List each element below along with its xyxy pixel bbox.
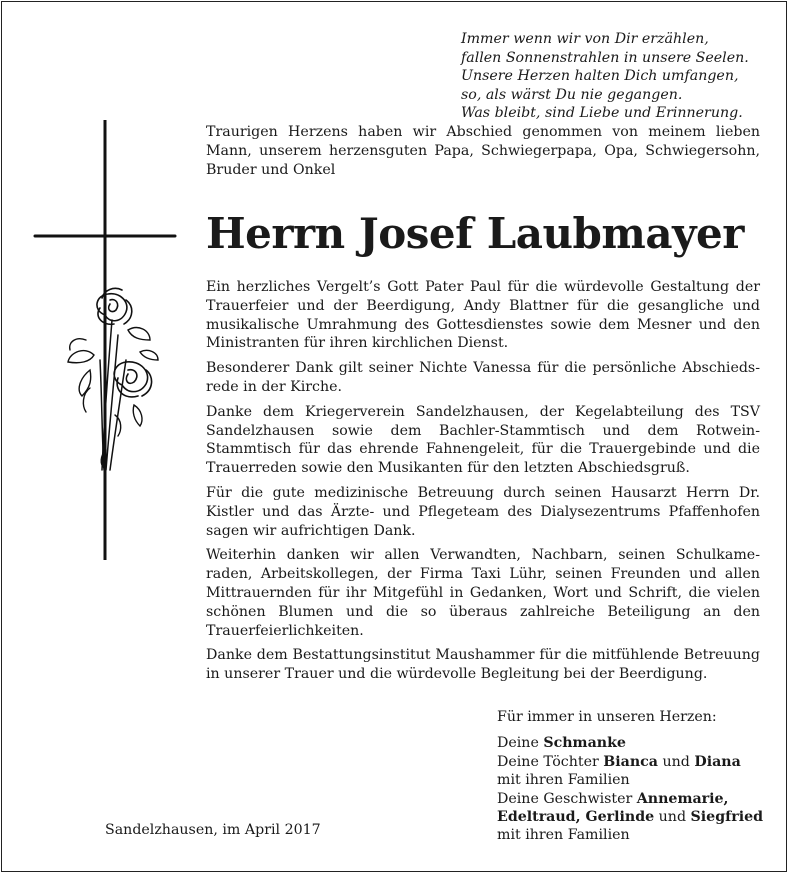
signoff-name: Annemarie,	[636, 790, 729, 807]
signoff-name: Bianca	[603, 753, 659, 770]
thanks-paragraph: Besonderer Dank gilt seiner Nichte Vanessa für die persönliche Abschieds-rede in der Kirche.	[206, 360, 760, 395]
signoff-line	[497, 753, 787, 771]
signoff-heading: Für immer in unseren Herzen:	[497, 709, 717, 725]
deceased-name: Herrn Josef Laubmayer	[206, 209, 744, 258]
signoff-text: und	[658, 753, 695, 770]
poem-line: so, als wärst Du nie gegangen.	[461, 86, 683, 103]
thanks-paragraph: Ein herzliches Vergelt’s Gott Pater Paul für die würdevolle Gestaltung der Trauerfeier und der Beerdigung, Andy Blattner für die gesangliche und musikalische Umrahmung des Gottesdienstes sowie dem Mesner und den Ministranten für ihren kirchlichen Dienst.	[206, 279, 760, 352]
signoff-line	[497, 734, 787, 752]
signoff-text: Deine Geschwister	[497, 790, 637, 807]
signoff-line	[497, 790, 787, 808]
poem-line: fallen Sonnenstrahlen in unsere Seelen.	[461, 49, 749, 66]
cross-with-roses-icon	[30, 120, 180, 560]
poem-line: Unsere Herzen halten Dich umfangen,	[461, 68, 739, 85]
signoff-name: Diana	[694, 753, 741, 770]
intro-text-block	[206, 123, 760, 179]
signoff-line	[497, 808, 787, 826]
signoff-text: und	[654, 809, 691, 826]
signoff-line: mit ihren Familien	[497, 827, 630, 844]
intro-text: Traurigen Herzens haben wir Abschied genommen von meinem lieben Mann, unserem herzensguten Papa, Schwiegerpapa, Opa, Schwiegersohn, Bruder und Onkel	[206, 124, 760, 178]
signoff-name: Schmanke	[543, 735, 626, 752]
thanks-paragraph: Danke dem Kriegerverein Sandelzhausen, der Kegelabteilung des TSV Sandelzhausen sowie dem Bachler-Stammtisch und dem Rotwein-Stammtisch für das ehrende Fahnengeleit, für die Trauergebinde und die Trauerreden sowie den Musikanten für den letzten Abschiedsgruß.	[206, 403, 760, 477]
family-signoff	[497, 708, 787, 845]
signoff-name: Siegfried	[690, 809, 764, 826]
poem	[461, 30, 781, 123]
poem-line: Immer wenn wir von Dir erzählen,	[461, 31, 709, 47]
place-and-date: Sandelzhausen, im April 2017	[105, 822, 321, 838]
signoff-text: Deine	[497, 735, 544, 752]
thanks-paragraph: Für die gute medizinische Betreuung durch seinen Hausarzt Herrn Dr. Kistler und das Ärzte- und Pflegeteam des Dialysezentrums Pfaffenhofen sagen wir aufrichtigen Dank.	[206, 484, 760, 539]
thanks-paragraph: Danke dem Bestattungsinstitut Maushammer für die mitfühlende Betreuung in unserer Trauer und die würdevolle Begleitung bei der Beerdigung.	[206, 647, 760, 683]
thanks-paragraph: Weiterhin danken wir allen Verwandten, Nachbarn, seinen Schulkame-raden, Arbeitskollegen, der Firma Taxi Lühr, seinen Freunden und allen Mittrauernden für ihr Mitgefühl in Gedanken, Wort und Schrift, die vielen schönen Blumen und die so überaus zahlreiche Beteiligung an den Trauerfeierlichkeiten.	[206, 547, 760, 639]
poem-line: Was bleibt, sind Liebe und Erinnerung.	[461, 105, 743, 122]
signoff-text: Deine Töchter	[497, 753, 604, 770]
signoff-name: Edeltraud, Gerlinde	[497, 809, 655, 826]
thanks-section	[206, 278, 760, 690]
signoff-line: mit ihren Familien	[497, 772, 630, 789]
